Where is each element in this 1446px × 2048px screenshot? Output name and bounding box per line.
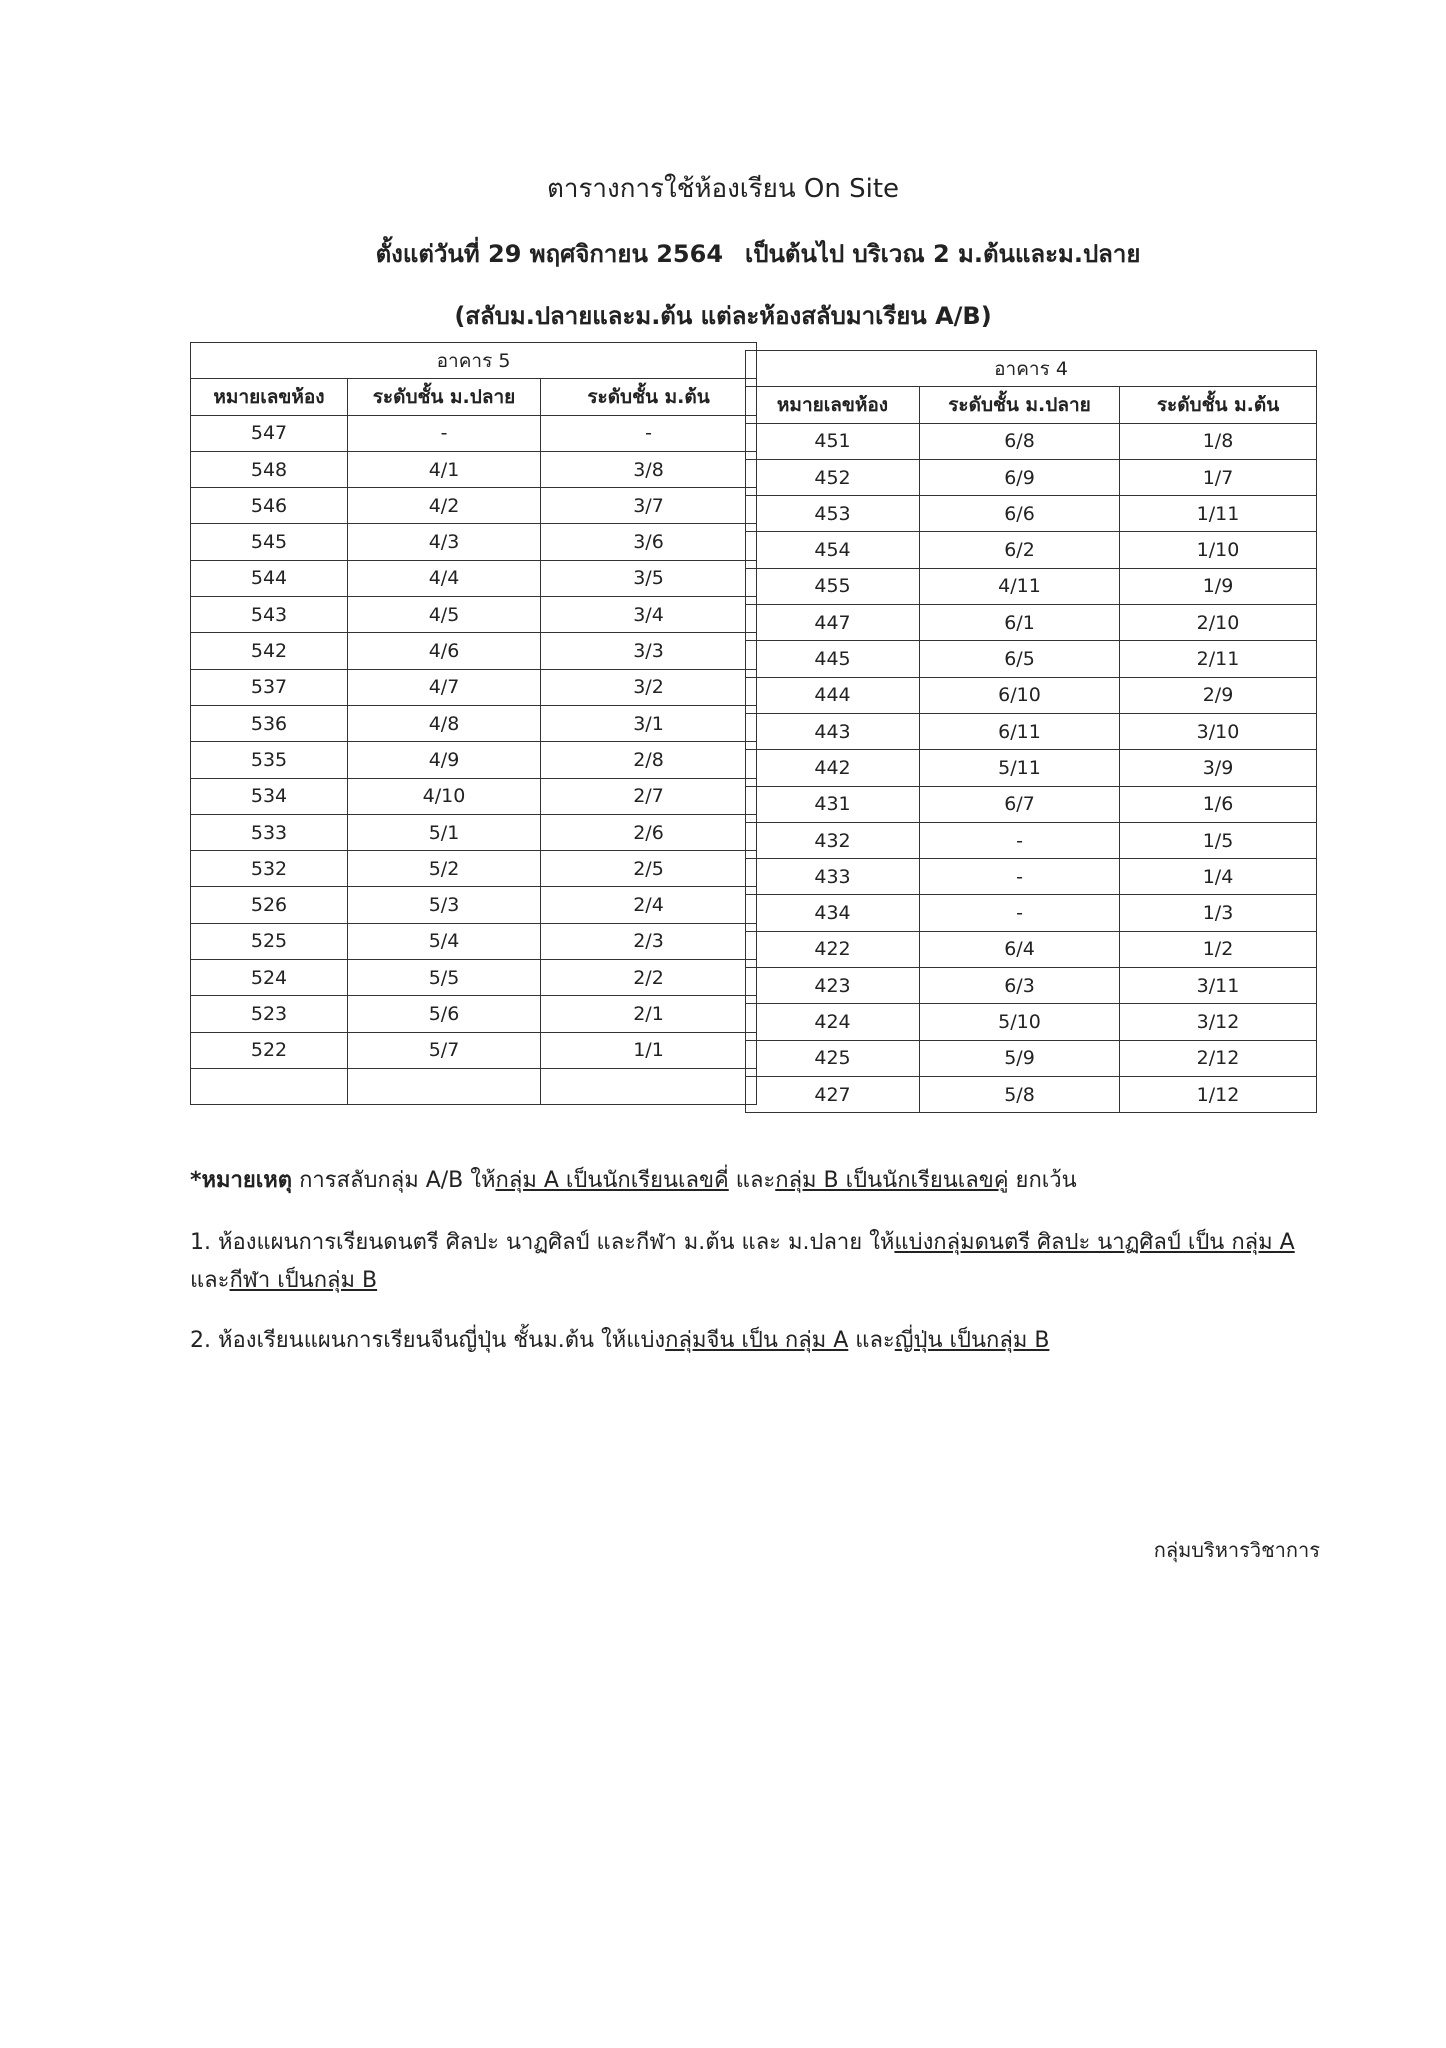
table-cell: 445 (746, 641, 920, 677)
table-cell: 3/3 (541, 633, 757, 669)
table-cell (348, 1068, 541, 1104)
table-cell: 543 (191, 597, 348, 633)
table-row (191, 960, 757, 996)
table-cell: 1/11 (1120, 496, 1317, 532)
table-cell: 4/6 (348, 633, 541, 669)
table-cell: 537 (191, 669, 348, 705)
table-row (191, 778, 757, 814)
table-row (191, 597, 757, 633)
table-cell: 1/1 (541, 1032, 757, 1068)
note-item-2: 2. ห้องเรียนแผนการเรียนจีนญี่ปุ่น ชั้นม.ต้น ให้แบ่งกลุ่มจีน เป็น กลุ่ม A และญี่ปุ่น เป็นกลุ่ม B (190, 1328, 1050, 1353)
table-cell: 423 (746, 968, 920, 1004)
table-cell: 2/11 (1120, 641, 1317, 677)
table-cell: 6/5 (920, 641, 1120, 677)
table-cell: 2/4 (541, 887, 757, 923)
table-cell: 4/10 (348, 778, 541, 814)
table-row (746, 968, 1317, 1004)
table-cell: 431 (746, 786, 920, 822)
table-cell: 5/3 (348, 887, 541, 923)
table-cell: 427 (746, 1076, 920, 1112)
table-cell: 3/1 (541, 705, 757, 741)
table-cell: 1/6 (1120, 786, 1317, 822)
table-cell: 5/11 (920, 750, 1120, 786)
table-cell: 3/8 (541, 451, 757, 487)
table-cell: 4/2 (348, 488, 541, 524)
note-item-1: 1. ห้องแผนการเรียนดนตรี ศิลปะ นาฏศิลป์ และกีฬา ม.ต้น และ ม.ปลาย ให้แบ่งกลุ่มดนตรี ศิลปะ นาฏศิลป์ เป็น กลุ่ม A และกีฬา เป็นกลุ่ม B (190, 1230, 1295, 1293)
table-cell: 3/6 (541, 524, 757, 560)
page-title: ตารางการใช้ห้องเรียน On Site (546, 174, 900, 204)
subtitle-scope: เป็นต้นไป บริเวณ 2 ม.ต้นและม.ปลาย (745, 240, 1141, 268)
table-cell: 1/8 (1120, 423, 1317, 459)
table-row (191, 560, 757, 596)
table-row (746, 1076, 1317, 1112)
table-cell: 544 (191, 560, 348, 596)
table-cell: 422 (746, 931, 920, 967)
table-cell: 4/5 (348, 597, 541, 633)
table-cell: 3/11 (1120, 968, 1317, 1004)
table-cell: 4/8 (348, 705, 541, 741)
table-row (191, 633, 757, 669)
table-cell: 5/7 (348, 1032, 541, 1068)
table-cell: 3/9 (1120, 750, 1317, 786)
table-cell: 1/5 (1120, 822, 1317, 858)
table-row (746, 568, 1317, 604)
table-cell: 433 (746, 859, 920, 895)
table-cell: 6/8 (920, 423, 1120, 459)
table-cell: 542 (191, 633, 348, 669)
table-cell: 546 (191, 488, 348, 524)
table-cell: 5/9 (920, 1040, 1120, 1076)
table-row (746, 895, 1317, 931)
table-cell: - (920, 822, 1120, 858)
table-row (746, 931, 1317, 967)
table-cell: 3/12 (1120, 1004, 1317, 1040)
column-header: หมายเลขห้อง (746, 387, 920, 423)
table-cell: 4/11 (920, 568, 1120, 604)
building5-name: อาคาร 5 (191, 343, 757, 379)
table-cell: 453 (746, 496, 920, 532)
table-cell: 1/9 (1120, 568, 1317, 604)
table-cell: 4/1 (348, 451, 541, 487)
table-row (191, 1068, 757, 1104)
table-cell: 452 (746, 459, 920, 495)
table-cell: 3/7 (541, 488, 757, 524)
building5-table (190, 342, 757, 1105)
table-row (746, 786, 1317, 822)
table-cell: 5/6 (348, 996, 541, 1032)
table-cell: 2/10 (1120, 605, 1317, 641)
building4-table (745, 350, 1317, 1113)
table-cell: - (541, 415, 757, 451)
table-cell: 525 (191, 923, 348, 959)
column-header: ระดับชั้น ม.ปลาย (920, 387, 1120, 423)
table-cell: - (920, 895, 1120, 931)
table-cell: 6/1 (920, 605, 1120, 641)
building4-name: อาคาร 4 (746, 351, 1317, 387)
column-header: ระดับชั้น ม.ต้น (1120, 387, 1317, 423)
table-row (746, 641, 1317, 677)
table-row (191, 705, 757, 741)
table-cell: 5/4 (348, 923, 541, 959)
table-row (746, 713, 1317, 749)
table-cell: 4/4 (348, 560, 541, 596)
table-cell: 5/2 (348, 851, 541, 887)
table-cell: 5/8 (920, 1076, 1120, 1112)
column-header: หมายเลขห้อง (191, 379, 348, 415)
table-cell: 3/10 (1120, 713, 1317, 749)
table-row (191, 923, 757, 959)
table-row (746, 1040, 1317, 1076)
table-cell: 3/5 (541, 560, 757, 596)
table-cell: 444 (746, 677, 920, 713)
table-cell (191, 1068, 348, 1104)
table-cell: 2/5 (541, 851, 757, 887)
table-cell: - (348, 415, 541, 451)
table-cell: 548 (191, 451, 348, 487)
table-cell: 447 (746, 605, 920, 641)
table-cell: 425 (746, 1040, 920, 1076)
table-row (191, 887, 757, 923)
table-row (191, 488, 757, 524)
table-cell: 545 (191, 524, 348, 560)
table-cell: 2/8 (541, 742, 757, 778)
table-cell: 6/6 (920, 496, 1120, 532)
table-cell: 1/3 (1120, 895, 1317, 931)
table-cell: 2/12 (1120, 1040, 1317, 1076)
table-row (191, 814, 757, 850)
table-cell: 5/1 (348, 814, 541, 850)
table-cell: 451 (746, 423, 920, 459)
table-cell: 442 (746, 750, 920, 786)
table-cell: 6/3 (920, 968, 1120, 1004)
table-cell: 524 (191, 960, 348, 996)
table-cell (541, 1068, 757, 1104)
table-row (191, 524, 757, 560)
column-header: ระดับชั้น ม.ต้น (541, 379, 757, 415)
table-cell: 1/7 (1120, 459, 1317, 495)
table-cell: 535 (191, 742, 348, 778)
note-label: *หมายเหตุ (190, 1168, 293, 1193)
table-cell: 424 (746, 1004, 920, 1040)
table-cell: 2/6 (541, 814, 757, 850)
table-cell: 4/7 (348, 669, 541, 705)
table-row (746, 859, 1317, 895)
column-header: ระดับชั้น ม.ปลาย (348, 379, 541, 415)
table-row (746, 605, 1317, 641)
table-cell: 443 (746, 713, 920, 749)
table-cell: 1/12 (1120, 1076, 1317, 1112)
table-cell: 547 (191, 415, 348, 451)
table-cell: 1/10 (1120, 532, 1317, 568)
table-cell: 4/3 (348, 524, 541, 560)
table-cell: 526 (191, 887, 348, 923)
table-cell: 434 (746, 895, 920, 931)
table-row (746, 496, 1317, 532)
table-row (191, 996, 757, 1032)
page-subtitle-2: (สลับม.ปลายและม.ต้น แต่ละห้องสลับมาเรียน A/B) (454, 302, 992, 330)
table-row (191, 451, 757, 487)
table-cell: 6/7 (920, 786, 1120, 822)
table-cell: 1/4 (1120, 859, 1317, 895)
table-row (746, 677, 1317, 713)
table-cell: 1/2 (1120, 931, 1317, 967)
table-cell: - (920, 859, 1120, 895)
table-cell: 6/10 (920, 677, 1120, 713)
table-row (746, 459, 1317, 495)
table-cell: 6/2 (920, 532, 1120, 568)
table-cell: 532 (191, 851, 348, 887)
table-row (746, 750, 1317, 786)
table-cell: 2/1 (541, 996, 757, 1032)
table-cell: 522 (191, 1032, 348, 1068)
table-row (191, 1032, 757, 1068)
table-cell: 2/3 (541, 923, 757, 959)
table-cell: 533 (191, 814, 348, 850)
signature: กลุ่มบริหารวิชาการ (1153, 1538, 1320, 1562)
page-subtitle (0, 234, 1446, 273)
table-row (191, 851, 757, 887)
table-cell: 536 (191, 705, 348, 741)
table-row (746, 1004, 1317, 1040)
table-row (191, 415, 757, 451)
table-row (746, 822, 1317, 858)
table-cell: 5/10 (920, 1004, 1120, 1040)
note-main: *หมายเหตุ การสลับกลุ่ม A/B ให้กลุ่ม A เป็นนักเรียนเลขคี่ และกลุ่ม B เป็นนักเรียนเลขคู่ ยกเว้น (190, 1168, 1077, 1193)
subtitle-date: ตั้งแต่วันที่ 29 พฤศจิกายน 2564 (375, 240, 724, 268)
table-cell: 454 (746, 532, 920, 568)
table-row (191, 669, 757, 705)
table-cell: 455 (746, 568, 920, 604)
table-cell: 3/4 (541, 597, 757, 633)
table-cell: 2/7 (541, 778, 757, 814)
table-cell: 523 (191, 996, 348, 1032)
table-cell: 6/9 (920, 459, 1120, 495)
table-cell: 534 (191, 778, 348, 814)
table-row (746, 532, 1317, 568)
table-row (191, 742, 757, 778)
table-cell: 3/2 (541, 669, 757, 705)
table-cell: 6/11 (920, 713, 1120, 749)
table-cell: 2/9 (1120, 677, 1317, 713)
table-cell: 5/5 (348, 960, 541, 996)
table-cell: 432 (746, 822, 920, 858)
table-cell: 4/9 (348, 742, 541, 778)
table-cell: 6/4 (920, 931, 1120, 967)
table-cell: 2/2 (541, 960, 757, 996)
table-row (746, 423, 1317, 459)
